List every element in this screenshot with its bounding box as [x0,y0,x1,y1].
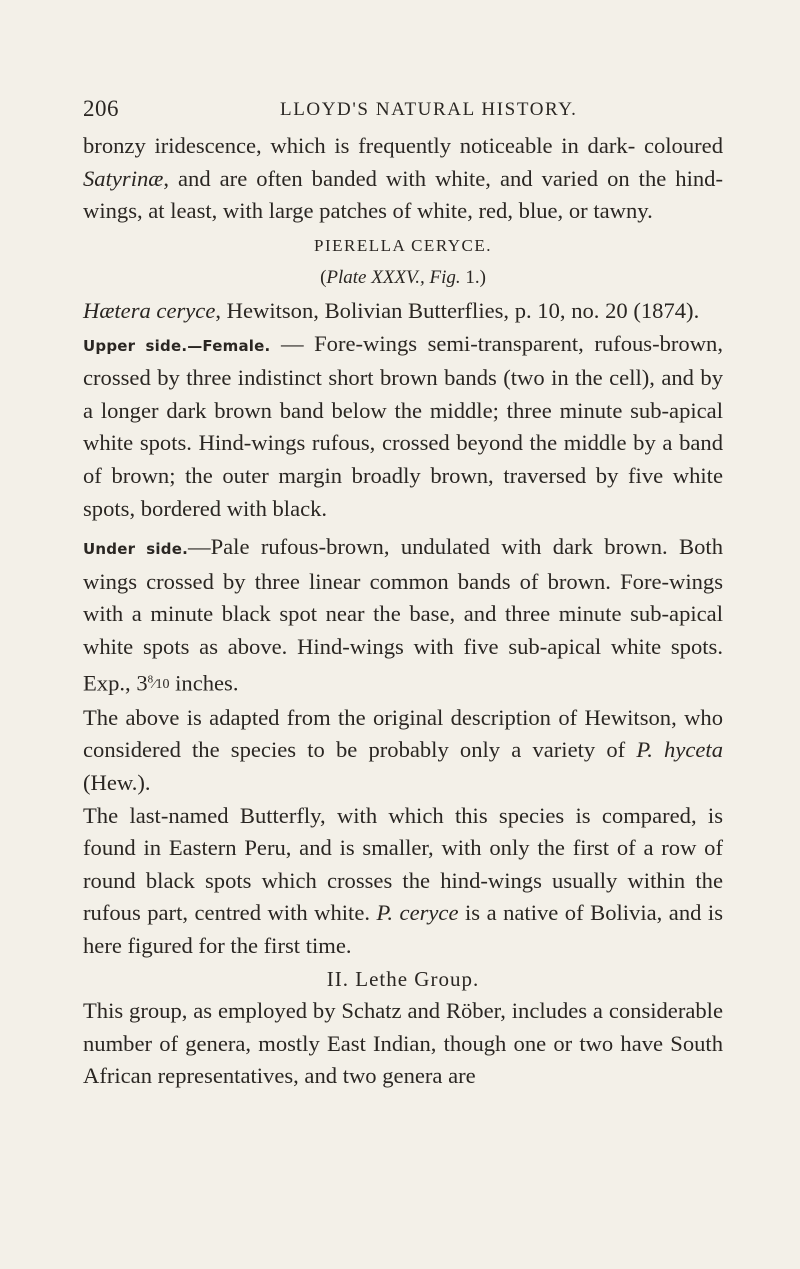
remarks-1-pre: The above is adapted from the original description of Hewitson, who considered the species to be probably only a variety of [83,704,723,763]
under-side-text: —Pale rufous-brown, undulated with dark brown. Both wings crossed by three linear common bands of brown. Fore-wings with a minute black spot near the base, and three minute sub-apical white spots as above. Hind-wings with five sub-apical white spots. Exp., [83,534,723,696]
group-paragraph: This group, as employed by Schatz and Röber, includes a considerable number of genera, mostly East Indian, though one or two have South African representatives, and two genera are [83,998,723,1089]
plate-close: 1.) [460,267,486,289]
exp-whole: 3 [136,670,148,696]
exp-denominator: 10 [155,677,170,693]
synonym-name: Hætera ceryce [83,297,216,323]
exp-numerator: 8 [147,673,154,686]
exp-fraction: $^8$⁄10 [147,673,170,693]
remarks-2-italic: P. ceryce [376,900,459,926]
synonym-citation [83,295,723,328]
intro-line-2-italic: Satyrinæ [83,165,164,191]
upper-side-text: — Fore-wings semi-transparent, rufous-brown, crossed by three indistinct short brown bands (two in the cell), and by a longer dark brown band below the middle; three minute sub-apical white spots. Hind-wings rufous, crossed beyond the middle by a band of brown; the outer margin broadly brown, traversed by five white spots, bordered with black. [83,330,723,521]
intro-line-3: on the hind-wings, at least, with large patches of white, red, [83,165,723,224]
exp-unit: inches. [169,670,239,696]
synonym-rest: , Hewitson, Bolivian Butterflies, p. 10, no. 20 [215,297,628,323]
page-header [0,96,800,126]
upper-side-label: Upper side.—Female. [83,336,271,355]
intro-paragraph [83,130,723,228]
remarks-1-post: (Hew.). [83,769,151,795]
page-number: 206 [83,96,119,121]
intro-line-2-post: , and are often banded with white, and varied [163,165,599,191]
remarks-paragraph-2 [83,800,723,963]
synonym-year: (1874). [633,297,700,323]
remarks-2-post: is a native of Bolivia, and is here figured for the first time. [83,900,723,958]
under-side-label: Under side. [83,540,188,559]
intro-line-2-pre: coloured [643,133,723,158]
intro-line-1: bronzy iridescence, which is frequently noticeable in dark- [83,133,636,158]
plate-reference [83,262,723,295]
plate-open: ( [320,267,327,289]
under-side-description [83,531,723,702]
remarks-paragraph-1 [83,702,723,800]
plate-italic: Plate XXXV., Fig. [326,267,461,289]
group-heading: II. Lethe Group. [326,966,480,991]
species-title: PIERELLA CERYCE. [314,235,492,255]
intro-line-4: blue, or tawny. [518,198,653,224]
body-text [83,130,723,1093]
upper-side-description [83,328,723,526]
running-head: LLOYD'S NATURAL HISTORY. [280,99,578,120]
remarks-1-italic: P. hyceta [636,737,724,763]
remarks-2-pre: The last-named Butterfly, with which this species is compared, is found in Eastern Peru, and is smaller, with only the first of a row of round black spots which crosses the hind-wings usually within the rufous part, centred with white. [83,802,723,926]
